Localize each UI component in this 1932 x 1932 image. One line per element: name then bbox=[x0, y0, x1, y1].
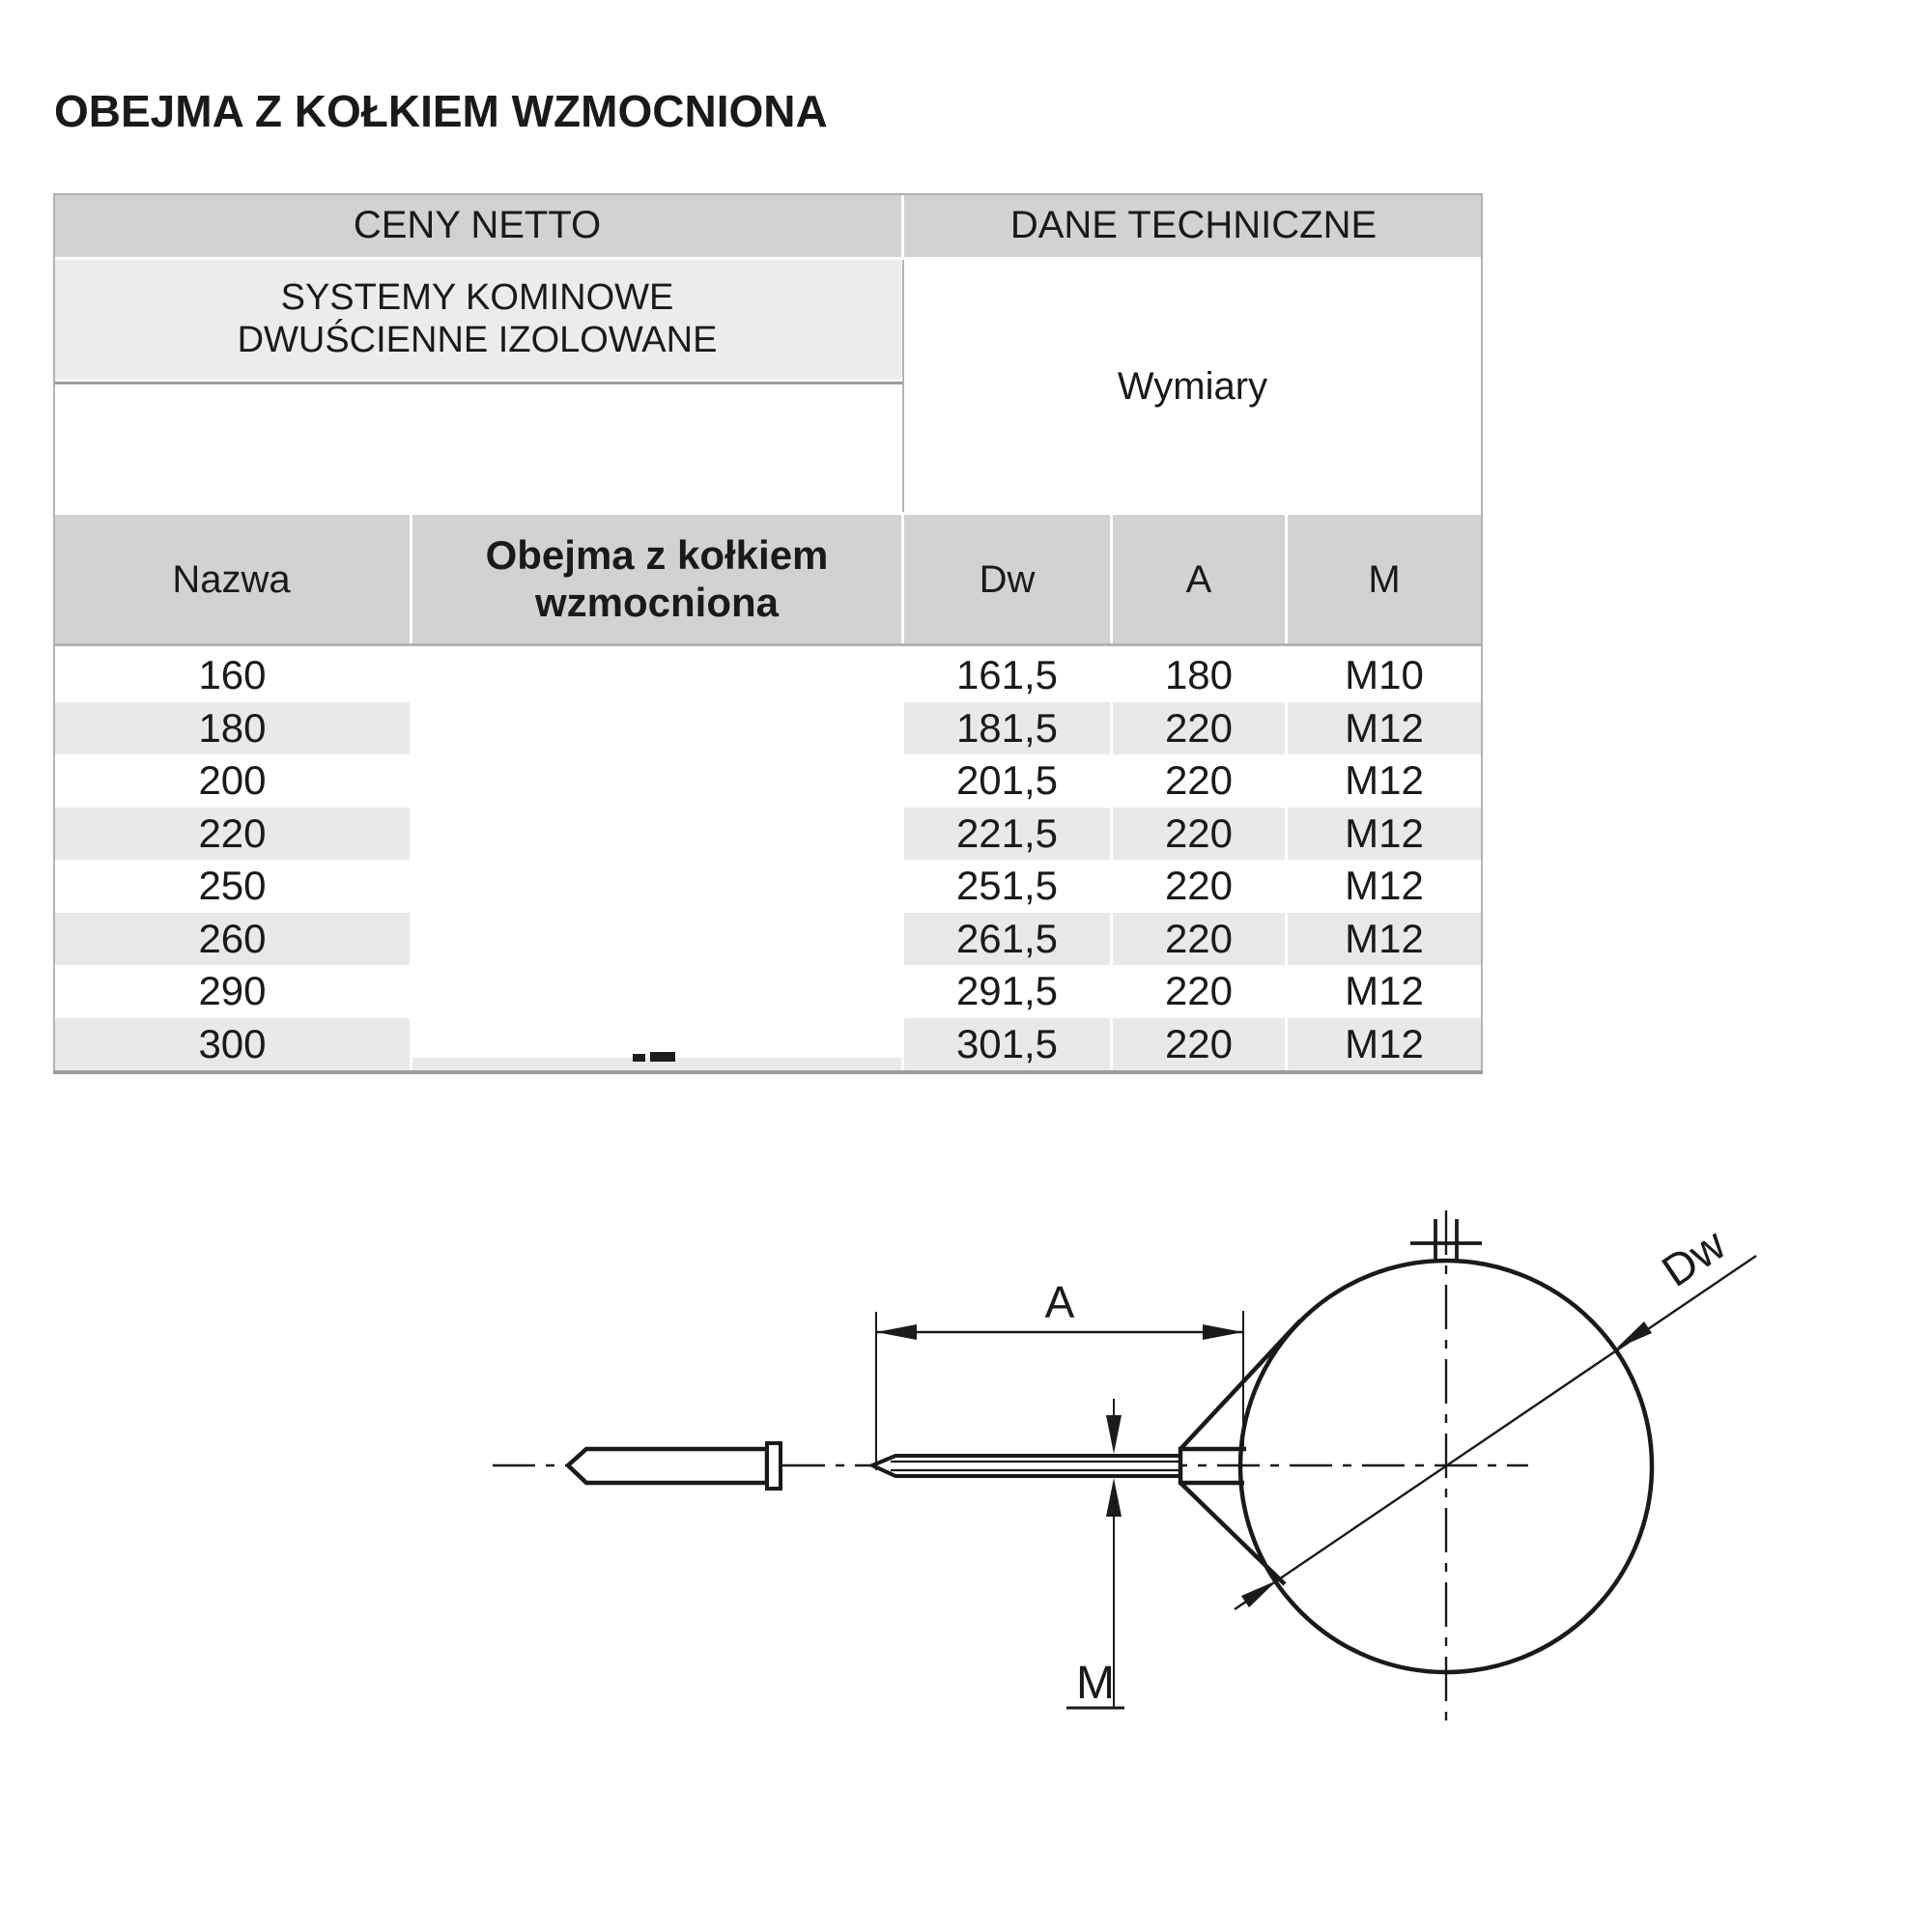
cell-nazwa: 180 bbox=[55, 702, 410, 755]
cell-m: M10 bbox=[1345, 652, 1424, 698]
dim-dw-arrow-lower bbox=[1241, 1580, 1277, 1607]
technical-drawing bbox=[0, 1159, 1932, 1932]
product-image-cell bbox=[412, 649, 901, 1070]
cell-a: 220 bbox=[1164, 757, 1234, 804]
table-border-right bbox=[1481, 193, 1483, 1074]
dim-m-arrow-down bbox=[1106, 1415, 1122, 1454]
cell-dw: 301,5 bbox=[904, 1018, 1110, 1071]
cell-a: 220 bbox=[1164, 968, 1234, 1014]
cell-dw: 291,5 bbox=[955, 968, 1059, 1014]
section-header-dane-techniczne: DANE TECHNICZNE bbox=[904, 193, 1483, 257]
subheader-line2: DWUŚCIENNE IZOLOWANE bbox=[237, 320, 718, 360]
cell-a: 180 bbox=[1164, 652, 1234, 698]
cell-dw: 221,5 bbox=[904, 808, 1110, 861]
subheader-line1: SYSTEMY KOMINOWE bbox=[280, 277, 674, 319]
table-row bbox=[0, 913, 1932, 966]
cell-nazwa: 290 bbox=[198, 968, 267, 1014]
image-artifact-dash-small bbox=[633, 1054, 645, 1062]
dim-dw-arrow-upper bbox=[1616, 1321, 1652, 1349]
table-row bbox=[0, 808, 1932, 861]
cell-a: 220 bbox=[1113, 702, 1285, 755]
table-row bbox=[0, 649, 1932, 702]
col-header-product-line2: wzmocniona bbox=[534, 579, 780, 625]
table-border-bottom bbox=[53, 1070, 1483, 1074]
threaded-rod bbox=[872, 1456, 1180, 1476]
table-row bbox=[0, 860, 1932, 913]
cell-m: M12 bbox=[1345, 968, 1424, 1014]
dowel-pin-flange bbox=[767, 1443, 781, 1489]
cell-dw: 261,5 bbox=[904, 913, 1110, 966]
cell-dw: 161,5 bbox=[955, 652, 1059, 698]
cell-nazwa: 300 bbox=[55, 1018, 410, 1071]
cell-dw: 181,5 bbox=[904, 702, 1110, 755]
cell-nazwa: 260 bbox=[55, 913, 410, 966]
cell-m: M12 bbox=[1345, 863, 1424, 909]
table-row bbox=[0, 965, 1932, 1018]
section-header-ceny-netto: CENY NETTO bbox=[53, 193, 901, 257]
table-row bbox=[0, 702, 1932, 755]
table-border-left bbox=[53, 193, 55, 1074]
dim-a-label: A bbox=[1044, 1277, 1075, 1327]
cell-m: M12 bbox=[1288, 1018, 1481, 1071]
col-header-dw: Dw bbox=[904, 515, 1110, 643]
cell-nazwa: 160 bbox=[198, 652, 267, 698]
col-header-m: M bbox=[1288, 515, 1481, 643]
cell-a: 220 bbox=[1113, 1018, 1285, 1071]
table-row bbox=[0, 1018, 1932, 1071]
cell-dw: 251,5 bbox=[955, 863, 1059, 909]
cell-a: 220 bbox=[1113, 913, 1285, 966]
dowel-pin-body bbox=[568, 1449, 767, 1483]
cell-nazwa: 220 bbox=[55, 808, 410, 861]
cell-nazwa: 250 bbox=[198, 863, 267, 909]
dim-m-label: M bbox=[1076, 1658, 1115, 1709]
col-header-nazwa: Nazwa bbox=[53, 515, 410, 643]
table-row bbox=[0, 754, 1932, 808]
table-border-top bbox=[53, 193, 1483, 195]
dim-a-arrow-right bbox=[1203, 1324, 1243, 1340]
dim-a-arrow-left bbox=[876, 1324, 917, 1340]
cell-a: 220 bbox=[1164, 863, 1234, 909]
cell-a: 220 bbox=[1113, 808, 1285, 861]
cell-m: M12 bbox=[1288, 702, 1481, 755]
cell-m: M12 bbox=[1288, 808, 1481, 861]
col-header-a: A bbox=[1113, 515, 1285, 643]
col-header-product-line1: Obejma z kołkiem bbox=[485, 532, 829, 579]
dim-dw-label: Dw bbox=[1652, 1218, 1735, 1296]
wymiary-cell: Wymiary bbox=[904, 260, 1481, 512]
dim-m-arrow-up bbox=[1106, 1478, 1122, 1517]
image-artifact-dash-large bbox=[650, 1052, 675, 1062]
cell-dw: 201,5 bbox=[955, 757, 1059, 804]
cell-m: M12 bbox=[1345, 757, 1424, 804]
cell-m: M12 bbox=[1288, 913, 1481, 966]
page-title: OBEJMA Z KOŁKIEM WZMOCNIONA bbox=[54, 86, 828, 136]
cell-nazwa: 200 bbox=[198, 757, 267, 804]
